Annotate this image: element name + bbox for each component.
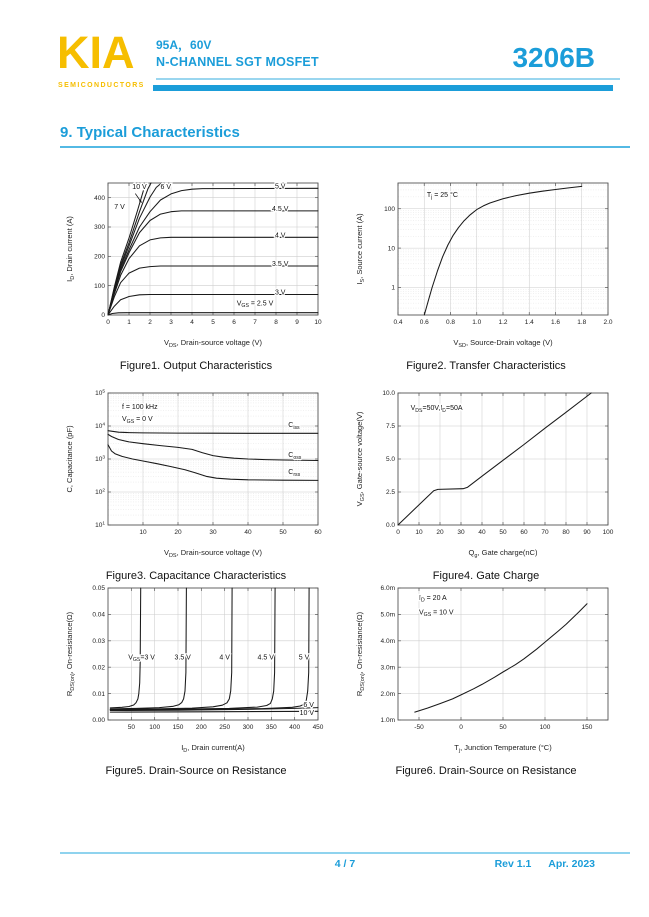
svg-text:0.01: 0.01 [92, 690, 105, 698]
svg-text:1.2: 1.2 [498, 319, 508, 326]
svg-text:200: 200 [195, 724, 207, 731]
svg-text:101: $10^1$ [95, 521, 105, 530]
header-rule-thin [156, 78, 620, 80]
svg-text:350: 350 [265, 724, 277, 731]
svg-text:VGS = 10 V: $V_{GS} = 10$ V [419, 609, 454, 619]
svg-text:60: 60 [314, 529, 322, 536]
svg-text:10 V: 10 V [132, 183, 147, 191]
svg-text:Coss: $C_{oss}$ [288, 451, 302, 461]
svg-text:10: 10 [387, 245, 395, 253]
svg-text:50: 50 [127, 724, 135, 731]
svg-text:VGS = 2.5 V: $V_{GS} = 2.5$ V [236, 300, 274, 310]
svg-text:5.0: 5.0 [385, 456, 395, 464]
figure6-chart [352, 581, 620, 755]
svg-text:100: 100 [602, 529, 614, 536]
svg-text:10: 10 [314, 319, 322, 326]
svg-text:2: 2 [148, 319, 152, 326]
svg-text:1.8: 1.8 [577, 319, 587, 326]
svg-text:200: 200 [94, 253, 105, 261]
figure4-chart [352, 386, 620, 560]
svg-text:150: 150 [581, 724, 593, 731]
figure1-chart [62, 176, 330, 350]
svg-text:20: 20 [174, 529, 182, 536]
svg-text:6.0m: 6.0m [380, 585, 395, 593]
figure-1 [62, 176, 330, 372]
svg-text:0: 0 [396, 529, 400, 536]
svg-text:0.4: 0.4 [393, 319, 403, 326]
svg-text:7 V: 7 V [114, 203, 125, 211]
svg-text:100: 100 [149, 724, 161, 731]
svg-text:1.0m: 1.0m [380, 717, 395, 725]
svg-text:4.5 V: 4.5 V [257, 654, 274, 662]
svg-text:10: 10 [139, 529, 147, 536]
svg-text:6 V: 6 V [303, 702, 314, 710]
svg-text:1: 1 [391, 284, 395, 292]
section-title: Typical Characteristics [76, 124, 240, 141]
svg-text:2.0m: 2.0m [380, 690, 395, 698]
svg-text:100: 100 [539, 724, 551, 731]
svg-text:4: 4 [190, 319, 194, 326]
svg-text:0: 0 [101, 312, 105, 320]
svg-text:102: $10^2$ [95, 488, 105, 497]
figure2-caption: Figure2. Transfer Characteristics [406, 360, 566, 372]
kia-logo: KIA [57, 27, 135, 78]
svg-text:100: 100 [384, 205, 395, 213]
svg-text:300: 300 [94, 224, 105, 232]
svg-text:40: 40 [244, 529, 252, 536]
figure5-caption: Figure5. Drain-Source on Resistance [105, 765, 287, 777]
svg-text:VGS = 0 V: $V_{GS} = 0$ V [122, 416, 153, 425]
svg-text:0.04: 0.04 [92, 611, 105, 619]
header-rule-thick [153, 85, 613, 91]
revision: Rev 1.1 [494, 858, 532, 870]
svg-text:0.6: 0.6 [419, 319, 429, 326]
svg-text:2.5: 2.5 [385, 489, 395, 497]
section-number: 9. [60, 124, 73, 141]
svg-text:100: 100 [94, 282, 105, 290]
svg-text:3.0m: 3.0m [380, 664, 395, 672]
svg-text:300: 300 [242, 724, 254, 731]
svg-text:1.4: 1.4 [524, 319, 534, 326]
svg-text:400: 400 [289, 724, 301, 731]
svg-text:9: 9 [295, 319, 299, 326]
svg-text:4.0m: 4.0m [380, 638, 395, 645]
svg-text:0.05: 0.05 [92, 585, 105, 593]
svg-text:Tj, Junction Temperature (°C): $T_j$, Junction Temperature (°C) [454, 743, 552, 754]
svg-text:20: 20 [436, 529, 444, 536]
svg-text:ID = 20 A: $I_D = 20$ A [419, 594, 447, 604]
svg-text:10.0: 10.0 [382, 390, 395, 398]
svg-text:0.0: 0.0 [385, 522, 395, 530]
svg-text:30: 30 [457, 529, 465, 536]
svg-text:3: 3 [169, 319, 173, 326]
figure-4 [352, 386, 620, 582]
svg-text:4 V: 4 V [219, 654, 230, 662]
svg-text:Crss: $C_{rss}$ [288, 469, 301, 478]
svg-text:7.5: 7.5 [385, 423, 395, 431]
svg-text:VDS, Drain-source voltage (V): $V_{DS}$, Drain-source voltage (V) [163, 338, 263, 349]
svg-text:0.03: 0.03 [92, 638, 105, 645]
figure3-chart [62, 386, 330, 560]
svg-text:3 V: 3 V [274, 289, 286, 297]
svg-text:105: $10^5$ [95, 389, 105, 398]
svg-text:104: $10^4$ [95, 422, 105, 431]
svg-text:ID, Drain current(A): $I_D$, Drain current(A) [181, 743, 245, 754]
part-number: 3206B [512, 42, 595, 73]
figure1-caption: Figure1. Output Characteristics [119, 360, 273, 372]
svg-text:250: 250 [219, 724, 231, 731]
svg-text:70: 70 [541, 529, 549, 536]
svg-text:6 V: 6 V [160, 183, 172, 191]
section-heading [60, 124, 240, 141]
svg-text:50: 50 [499, 529, 507, 536]
svg-text:VDS=50V,ID=50A: $V_{DS}=50V,I_D=50A$ [410, 405, 463, 414]
svg-text:150: 150 [172, 724, 184, 731]
svg-text:30: 30 [209, 529, 217, 536]
svg-text:0: 0 [106, 319, 110, 326]
figure-6 [352, 581, 620, 777]
footer-rule [60, 852, 630, 854]
svg-text:VDS, Drain-source voltage (V): $V_{DS}$, Drain-source voltage (V) [163, 548, 263, 559]
figure3-caption: Figure3. Capacitance Characteristics [105, 570, 287, 582]
figure2-chart [352, 176, 620, 350]
svg-text:Ciss: $C_{iss}$ [288, 422, 300, 431]
svg-text:ID, Drain current (A): $I_D$, Drain current (A) [65, 216, 76, 282]
svg-text:4 V: 4 V [274, 232, 286, 240]
svg-text:1.6: 1.6 [550, 319, 561, 326]
svg-text:5.0m: 5.0m [380, 611, 395, 619]
figure-2 [352, 176, 620, 372]
svg-text:f = 100 kHz: f = 100 kHz [122, 403, 158, 411]
svg-text:Qg, Gate charge(nC): $Q_g$, Gate charge(nC) [468, 548, 538, 559]
svg-text:0.02: 0.02 [92, 664, 105, 672]
svg-text:RDS(on), On-resistance(Ω): $R_{DS(on)}$, On-resistance(Ω) [65, 611, 76, 697]
svg-text:400: 400 [94, 194, 105, 202]
svg-text:2.0: 2.0 [603, 319, 613, 326]
svg-text:C, Capacitance (pF): C, Capacitance (pF) [65, 425, 74, 493]
svg-text:5 V: 5 V [298, 654, 310, 662]
revision-date: Apr. 2023 [548, 858, 595, 870]
svg-text:90: 90 [583, 529, 591, 536]
svg-text:40: 40 [478, 529, 486, 536]
svg-text:450: 450 [312, 724, 324, 731]
svg-text:VSD, Source-Drain voltage (V): $V_{SD}$, Source-Drain voltage (V) [453, 338, 553, 349]
figure6-caption: Figure6. Drain-Source on Resistance [395, 765, 577, 777]
section-underline [60, 146, 630, 148]
svg-text:6: 6 [232, 319, 236, 326]
svg-text:4.5 V: 4.5 V [272, 205, 289, 213]
rating-text: 95A，60V [156, 38, 212, 52]
revision-info [0, 858, 595, 870]
device-type: N-CHANNEL SGT MOSFET [156, 55, 319, 69]
svg-text:0: 0 [459, 724, 463, 731]
figure5-chart [62, 581, 330, 755]
svg-text:103: $10^3$ [95, 455, 105, 464]
svg-text:Tj = 25 °C: $T_j = 25$ °C [426, 191, 458, 201]
svg-text:80: 80 [562, 529, 570, 536]
svg-text:7: 7 [253, 319, 257, 326]
svg-text:0.00: 0.00 [92, 717, 105, 725]
svg-text:VGS, Gate-source voltage(V): $V_{GS}$, Gate-source voltage(V) [355, 411, 366, 507]
svg-text:RDS(on), On-resistance(Ω): $R_{DS(on)}$, On-resistance(Ω) [355, 611, 366, 697]
svg-text:5: 5 [211, 319, 215, 326]
svg-text:1.0: 1.0 [472, 319, 482, 326]
figure-3 [62, 386, 330, 582]
svg-text:10: 10 [415, 529, 423, 536]
svg-text:VGS=3 V: $V_{GS}=3$ V [128, 654, 155, 664]
svg-text:5 V: 5 V [274, 183, 286, 191]
svg-text:50: 50 [279, 529, 287, 536]
figure4-caption: Figure4. Gate Charge [432, 570, 540, 582]
figure-5 [62, 581, 330, 777]
svg-text:0.8: 0.8 [445, 319, 456, 326]
svg-text:3.5 V: 3.5 V [174, 654, 191, 662]
page-number: 4 / 7 [334, 858, 356, 870]
svg-text:50: 50 [499, 724, 507, 731]
logo-subtitle: SEMICONDUCTORS [58, 82, 145, 89]
svg-text:IS, Source current (A): $I_S$, Source current (A) [355, 213, 366, 285]
svg-text:1: 1 [127, 319, 131, 326]
svg-text:3.5 V: 3.5 V [272, 261, 289, 269]
svg-text:8: 8 [274, 319, 278, 326]
svg-text:10 V: 10 V [299, 709, 315, 717]
svg-text:-50: -50 [414, 724, 424, 731]
svg-text:60: 60 [520, 529, 528, 536]
